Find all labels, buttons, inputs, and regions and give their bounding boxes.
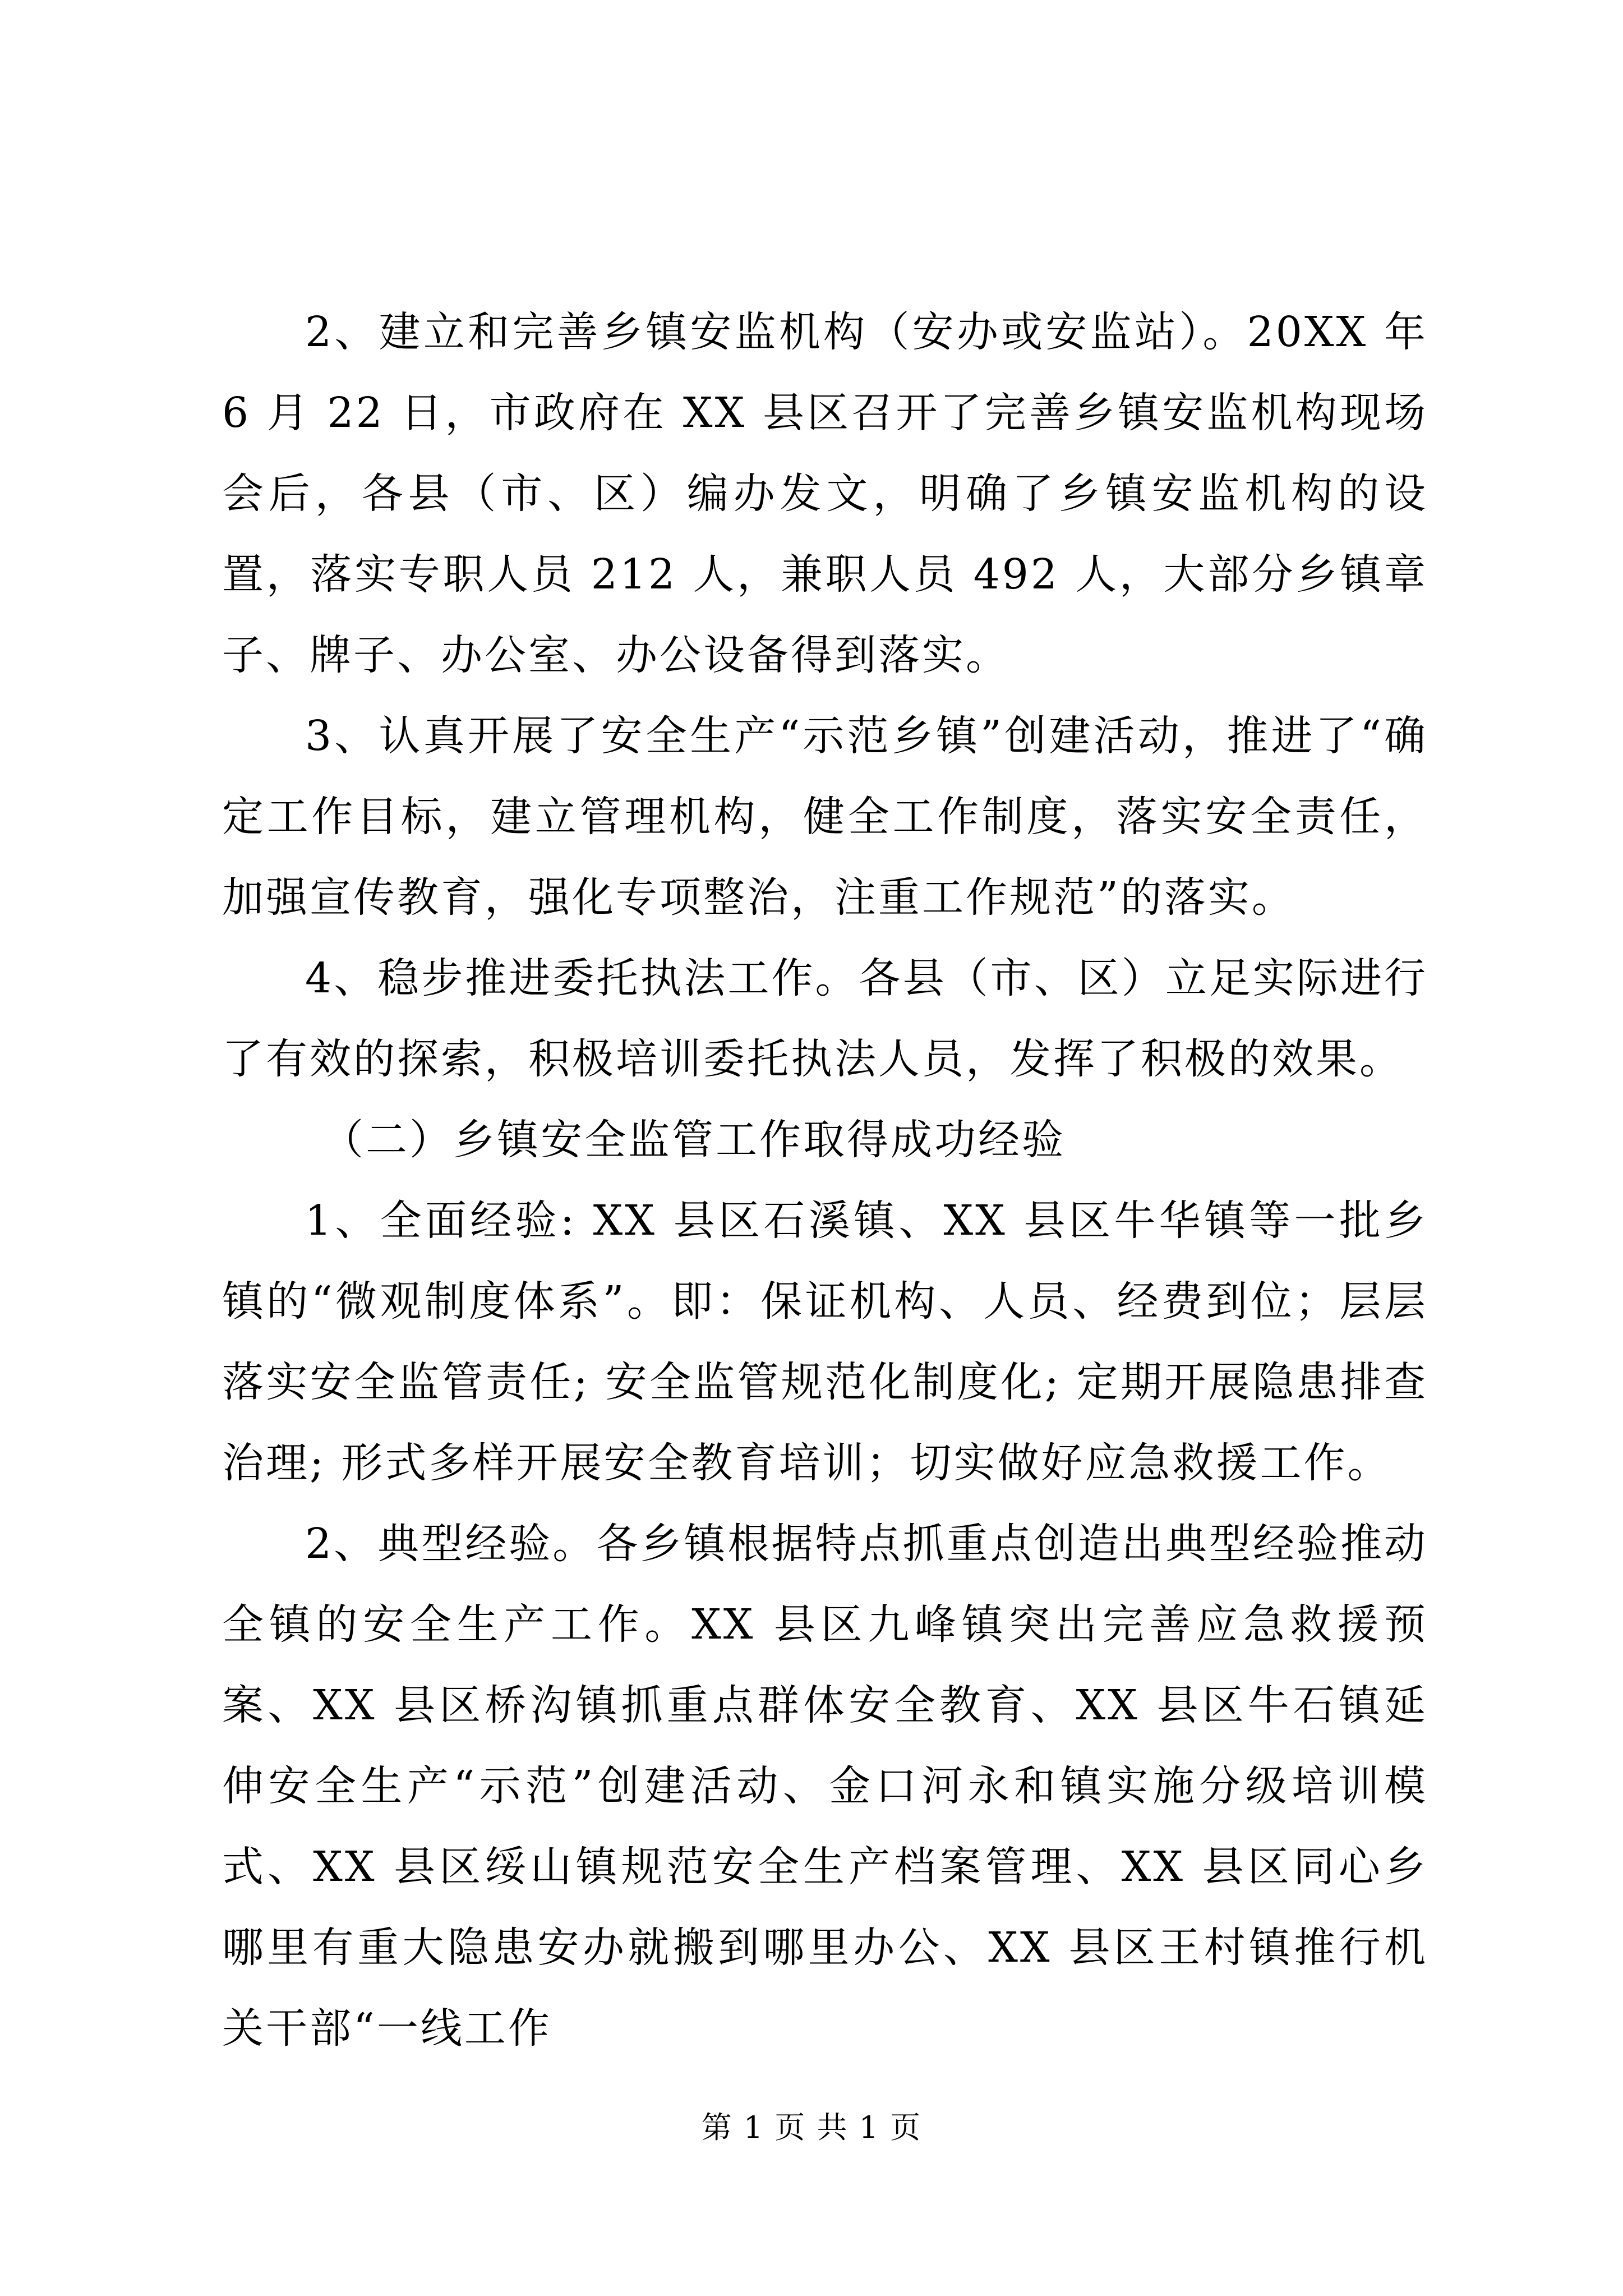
paragraph-overall-experience: 1、全面经验: XX 县区石溪镇、XX 县区牛华镇等一批乡镇的“微观制度体系”。即：保证机构、人员、经费到位；层层落实安全监管责任; 安全监管规范化制度化; 定期开展隐患排查治理; 形式多样开展安全教育培训；切实做好应急救援工作。 [222,1197,1428,1487]
paragraph-agency-setup: 2、建立和完善乡镇安监机构（安办或安监站）。20XX 年 6 月 22 日，市政府在 XX 县区召开了完善乡镇安监机构现场会后，各县（市、区）编办发文，明确了乡镇安监机构的设置，落实专职人员 212 人，兼职人员 492 人，大部分乡镇章子、牌子、办公室、办公设备得到落实。 [222,308,1428,679]
paragraph-typical-experience: 2、典型经验。各乡镇根据特点抓重点创造出典型经验推动全镇的安全生产工作。XX 县区九峰镇突出完善应急救援预案、XX 县区桥沟镇抓重点群体安全教育、XX 县区牛石镇延伸安全生产“示范”创建活动、金口河永和镇实施分级培训模式、XX 县区绥山镇规范安全生产档案管理、XX 县区同心乡哪里有重大隐患安办就搬到哪里办公、XX 县区王村镇推行机关干部“一线工作 [222,1520,1428,2053]
paragraph-entrusted-enforcement: 4、稳步推进委托执法工作。各县（市、区）立足实际进行了有效的探索，积极培训委托执法人员，发挥了积极的效果。 [222,954,1428,1083]
page-footer: 第 1 页 共 1 页 [701,2110,922,2145]
document-body [222,292,1428,2069]
paragraph-demo-towns: 3、认真开展了安全生产“示范乡镇”创建活动，推进了“确定工作目标，建立管理机构，健全工作制度，落实安全责任，加强宣传教育，强化专项整治，注重工作规范”的落实。 [222,712,1428,922]
section-heading: （二）乡镇安全监管工作取得成功经验 [322,1116,1066,1164]
